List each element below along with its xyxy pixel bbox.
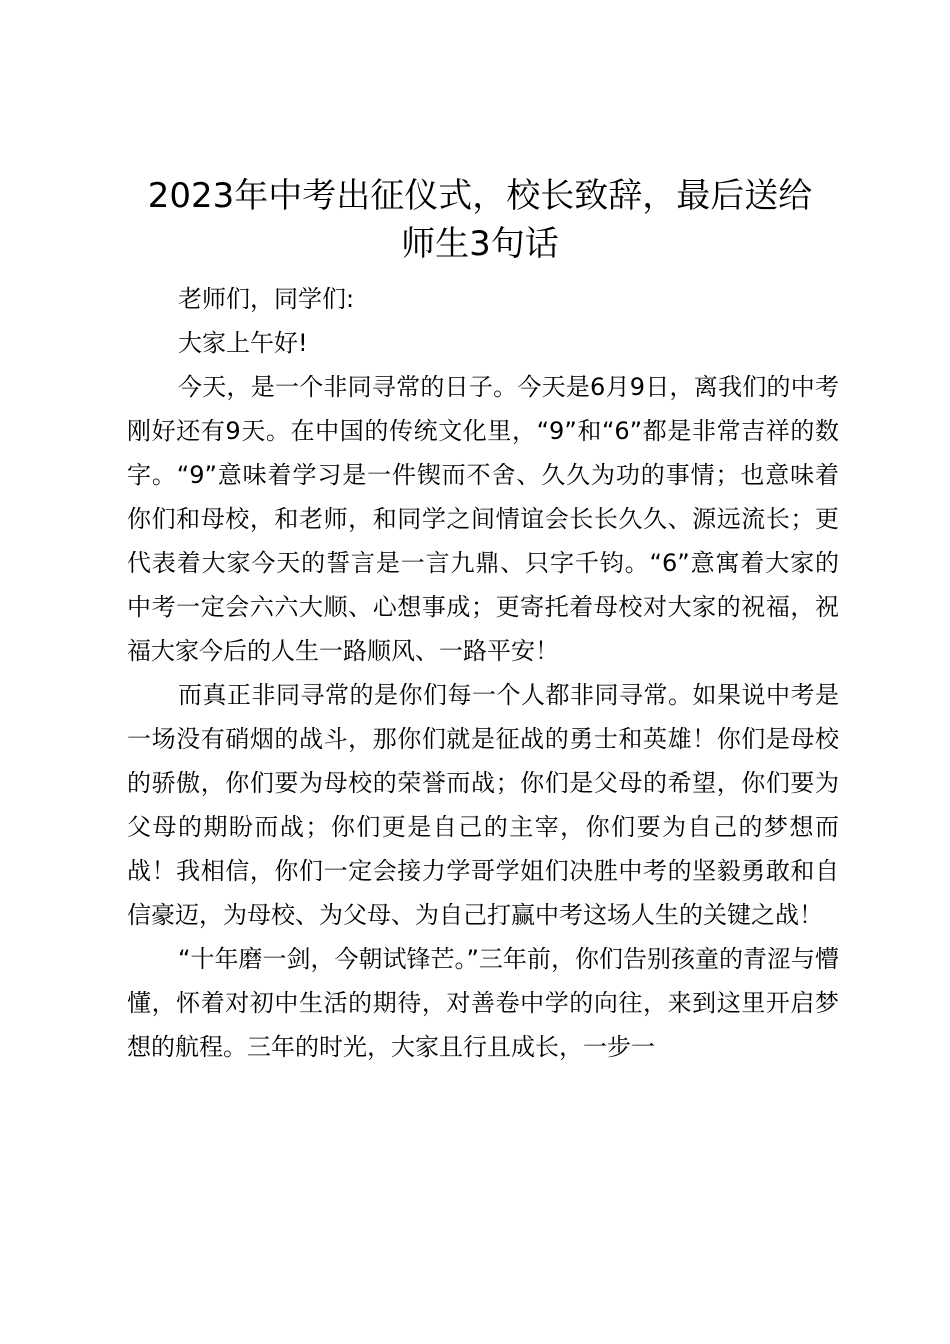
title-line-1: 2023年中考出征仪式，校长致辞，最后送给: [147, 176, 813, 216]
title-line-2: 师生3句话: [401, 224, 559, 264]
body-paragraph: “十年磨一剑，今朝试锋芒。”三年前，你们告别孩童的青涩与懵懂，怀着对初中生活的期待，对善卷中学的向往，来到这里开启梦想的航程。三年的时光，大家且行且成长，一步一: [127, 945, 839, 1061]
body-paragraph: 而真正非同寻常的是你们每一个人都非同寻常。如果说中考是一场没有硝烟的战斗，那你们就是征战的勇士和英雄！你们是母校的骄傲，你们要为母校的荣誉而战；你们是父母的希望，你们要为父母的期盼而战；你们更是自己的主宰，你们要为自己的梦想而战！我相信，你们一定会接力学哥学姐们决胜中考的坚毅勇敢和自信豪迈，为母校、为父母、为自己打赢中考这场人生的关键之战！: [127, 681, 839, 929]
body-paragraph: 今天，是一个非同寻常的日子。今天是6月9日，离我们的中考刚好还有9天。在中国的传统文化里，“9”和“6”都是非常吉祥的数字。“9”意味着学习是一件锲而不舍、久久为功的事情；也意味着你们和母校，和老师，和同学之间情谊会长长久久、源远流长；更代表着大家今天的誓言是一言九鼎、只字千钧。“6”意寓着大家的中考一定会六六大顺、心想事成；更寄托着母校对大家的祝福，祝福大家今后的人生一路顺风、一路平安！: [127, 373, 839, 665]
document-title: [100, 172, 860, 268]
greeting: 大家上午好!: [178, 329, 308, 357]
document-body: [127, 277, 839, 1069]
salutation: 老师们，同学们:: [178, 285, 355, 313]
